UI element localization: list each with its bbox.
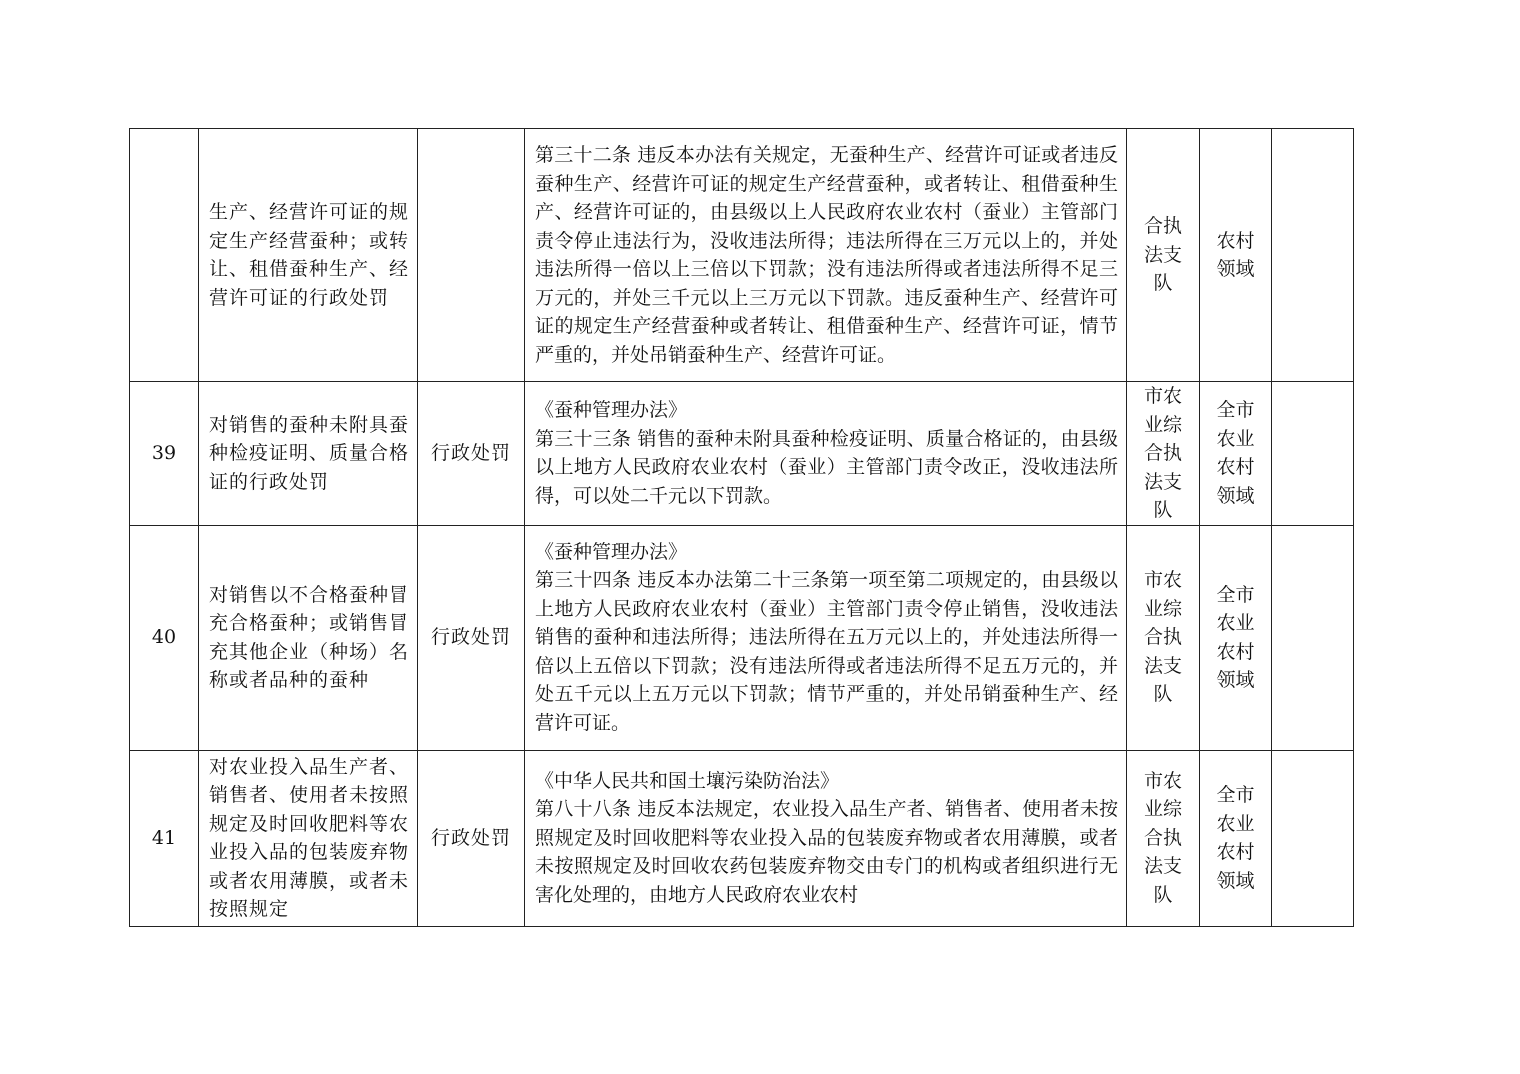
item-name: 对销售的蚕种未附具蚕种检疫证明、质量合格证的行政处罚 [199, 382, 418, 526]
legal-basis [525, 129, 1127, 382]
scope-text: 全市农业农村领域 [1216, 784, 1255, 892]
remark [1272, 750, 1354, 926]
unit-text: 市农业综合执法支队 [1143, 385, 1182, 521]
basis-title: 《蚕种管理办法》 [535, 540, 688, 563]
basis-text: 第三十四条 违反本办法第二十三条第一项至第二项规定的，由县级以上地方人民政府农业农村（蚕业）主管部门责令停止销售，没收违法销售的蚕种和违法所得；违法所得在五万元以上的，并处违法所得一倍以上五倍以下罚款；没有违法所得或者违法所得不足五万元的，并处五千元以上五万元以下罚款；情节严重的，并处吊销蚕种生产、经营许可证。 [535, 569, 1118, 734]
basis-text: 第三十二条 违反本办法有关规定，无蚕种生产、经营许可证或者违反蚕种生产、经营许可证的规定生产经营蚕种，或者转让、租借蚕种生产、经营许可证的，由县级以上人民政府农业农村（蚕业）主管部门责令停止违法行为，没收违法所得；违法所得在三万元以上的，并处违法所得一倍以上三倍以下罚款；没有违法所得或者违法所得不足三万元的，并处三千元以上三万元以下罚款。违反蚕种生产、经营许可证的规定生产经营蚕种或者转让、租借蚕种生产、经营许可证，情节严重的，并处吊销蚕种生产、经营许可证。 [535, 144, 1118, 366]
legal-basis [525, 382, 1127, 526]
penalty-type [418, 129, 525, 382]
enforcement-unit [1127, 129, 1200, 382]
row-number: 39 [130, 382, 199, 526]
item-name: 对销售以不合格蚕种冒充合格蚕种；或销售冒充其他企业（种场）名称或者品种的蚕种 [199, 525, 418, 750]
penalty-type: 行政处罚 [418, 382, 525, 526]
scope [1200, 129, 1272, 382]
legal-basis [525, 750, 1127, 926]
basis-title: 《蚕种管理办法》 [535, 399, 688, 422]
enforcement-unit [1127, 525, 1200, 750]
enforcement-unit [1127, 382, 1200, 526]
remark [1272, 382, 1354, 526]
remark [1272, 525, 1354, 750]
scope [1200, 750, 1272, 926]
row-number: 41 [130, 750, 199, 926]
scope-text: 全市农业农村领域 [1216, 583, 1255, 691]
unit-text: 市农业综合执法支队 [1143, 569, 1182, 706]
basis-title: 《中华人民共和国土壤污染防治法》 [535, 769, 840, 792]
enforcement-unit [1127, 750, 1200, 926]
scope [1200, 382, 1272, 526]
item-name: 对农业投入品生产者、销售者、使用者未按照规定及时回收肥料等农业投入品的包装废弃物或者农用薄膜，或者未按照规定 [199, 750, 418, 926]
unit-text: 合执法支队 [1143, 215, 1182, 295]
scope-text: 农村领域 [1216, 229, 1255, 280]
scope [1200, 525, 1272, 750]
table-row [130, 129, 1354, 382]
table-row [130, 382, 1354, 526]
remark [1272, 129, 1354, 382]
table-row [130, 525, 1354, 750]
basis-text: 第三十三条 销售的蚕种未附具蚕种检疫证明、质量合格证的，由县级以上地方人民政府农业农村（蚕业）主管部门责令改正，没收违法所得，可以处二千元以下罚款。 [535, 427, 1118, 507]
item-name: 生产、经营许可证的规定生产经营蚕种；或转让、租借蚕种生产、经营许可证的行政处罚 [199, 129, 418, 382]
enforcement-table [129, 128, 1354, 927]
unit-text: 市农业综合执法支队 [1143, 769, 1182, 906]
row-number [130, 129, 199, 382]
row-number: 40 [130, 525, 199, 750]
penalty-type: 行政处罚 [418, 525, 525, 750]
legal-basis [525, 525, 1127, 750]
table-row [130, 750, 1354, 926]
penalty-type: 行政处罚 [418, 750, 525, 926]
scope-text: 全市农业农村领域 [1216, 399, 1255, 507]
basis-text: 第八十八条 违反本法规定，农业投入品生产者、销售者、使用者未按照规定及时回收肥料等农业投入品的包装废弃物或者农用薄膜，或者未按照规定及时回收农药包装废弃物交由专门的机构或者组织进行无害化处理的，由地方人民政府农业农村 [535, 798, 1118, 906]
